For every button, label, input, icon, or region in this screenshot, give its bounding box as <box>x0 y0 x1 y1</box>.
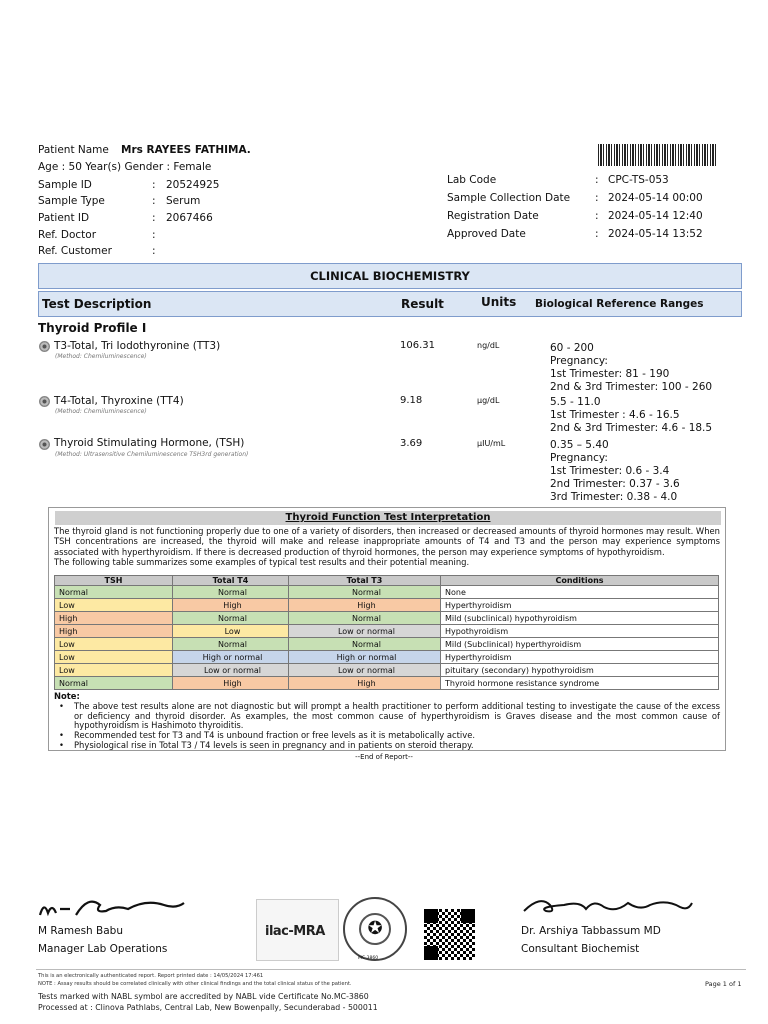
footer-processed: Processed at : Clinova Pathlabs, Central Lab, New Bowenpally, Secunderabad - 500011 <box>38 1003 378 1012</box>
registration-date-label: Registration Date <box>447 210 539 222</box>
cell-tsh: High <box>55 612 173 625</box>
cell-condition: Mild (subclinical) hypothyroidism <box>441 612 719 625</box>
nabl-bullet-icon <box>39 396 50 407</box>
footer-note: NOTE : Assay results should be correlated clinically with other clinical findings and the total clinical status of the patient. <box>38 981 352 987</box>
cell-t4: High or normal <box>173 651 289 664</box>
test-reference: 0.35 – 5.40 Pregnancy: 1st Trimester: 0.6 - 3.4 2nd Trimester: 0.37 - 3.6 3rd Trimester: 0.38 - 4.0 <box>550 439 680 503</box>
test-method: (Method: Chemiluminescence) <box>55 408 147 415</box>
notes-heading: Note: <box>54 691 80 701</box>
sample-type-sep: : <box>152 195 156 207</box>
signatory-right-name: Dr. Arshiya Tabbassum MD <box>521 925 661 937</box>
ref-doctor-sep: : <box>152 229 156 241</box>
test-method: (Method: Chemiluminescence) <box>55 353 147 360</box>
th-conditions: Conditions <box>441 576 719 586</box>
cell-t3: Normal <box>289 586 441 599</box>
table-row <box>55 638 719 651</box>
cell-condition: Hyperthyroidism <box>441 651 719 664</box>
collection-date-value: 2024-05-14 00:00 <box>608 192 703 204</box>
patient-name: Mrs RAYEES FATHIMA. <box>121 144 251 156</box>
cell-condition: Hypothyroidism <box>441 625 719 638</box>
notes-section <box>54 692 720 751</box>
department-title: CLINICAL BIOCHEMISTRY <box>310 269 470 283</box>
table-row <box>55 599 719 612</box>
ilac-mra-logo <box>256 899 339 961</box>
test-unit: ng/dL <box>477 341 500 350</box>
page-number: Page 1 of 1 <box>705 980 742 988</box>
profile-title: Thyroid Profile I <box>38 321 147 335</box>
patient-id-sep: : <box>152 212 156 224</box>
cell-tsh: High <box>55 625 173 638</box>
patient-name-label: Patient Name <box>38 144 109 156</box>
star-icon: ✪ <box>359 913 391 945</box>
col-reference-ranges: Biological Reference Ranges <box>535 298 704 310</box>
note-item: • Recommended test for T3 and T4 is unbound fraction or free levels as it is metabolically active. <box>54 731 720 741</box>
table-row <box>55 677 719 690</box>
ref-doctor-label: Ref. Doctor <box>38 229 97 241</box>
sample-type-label: Sample Type <box>38 195 105 207</box>
cell-condition: Thyroid hormone resistance syndrome <box>441 677 719 690</box>
signatory-right-title: Consultant Biochemist <box>521 943 640 955</box>
test-result: 3.69 <box>400 438 423 449</box>
test-reference: 5.5 - 11.0 1st Trimester : 4.6 - 16.5 2nd & 3rd Trimester: 4.6 - 18.5 <box>550 396 713 434</box>
cell-t3: High <box>289 599 441 612</box>
test-unit: µIU/mL <box>477 439 506 448</box>
sample-id-label: Sample ID <box>38 179 92 191</box>
cell-condition: Hyperthyroidism <box>441 599 719 612</box>
interpretation-title: Thyroid Function Test Interpretation <box>55 511 721 525</box>
cell-t3: High <box>289 677 441 690</box>
cell-condition: None <box>441 586 719 599</box>
test-name: Thyroid Stimulating Hormone, (TSH) <box>54 437 245 449</box>
sample-type-value: Serum <box>166 195 201 207</box>
interpretation-text <box>54 526 720 568</box>
cell-tsh: Normal <box>55 586 173 599</box>
end-of-report: --End of Report-- <box>355 753 413 761</box>
table-row <box>55 651 719 664</box>
th-tsh: TSH <box>55 576 173 586</box>
interpretation-paragraph: The thyroid gland is not functioning properly due to one of a variety of disorders, then increased or decreased amounts of thyroid hormones may result. When TSH concentrations are increased, the thyroid will make and release inappropriate amounts of T4 and T3 and the person may experience symptoms associated with hyperthyroidism. If there is decreased production of thyroid hormones, the person may experience symptoms of hypothyroidism. <box>54 526 720 557</box>
test-method: (Method: Ultrasensitive Chemiluminescence TSH3rd generation) <box>55 451 249 458</box>
qr-code <box>424 909 475 960</box>
sample-id-sep: : <box>152 179 156 191</box>
cell-t4: Low <box>173 625 289 638</box>
cell-t4: Low or normal <box>173 664 289 677</box>
signatory-left-title: Manager Lab Operations <box>38 943 168 955</box>
sample-id-value: 20524925 <box>166 179 220 191</box>
cell-tsh: Low <box>55 599 173 612</box>
test-reference: 60 - 200 Pregnancy: 1st Trimester: 81 - 190 2nd & 3rd Trimester: 100 - 260 <box>550 342 713 393</box>
cell-t3: Normal <box>289 612 441 625</box>
cell-t4: Normal <box>173 586 289 599</box>
interpretation-table <box>54 575 719 690</box>
table-row <box>55 586 719 599</box>
cell-t3: Normal <box>289 638 441 651</box>
registration-date-sep: : <box>595 210 599 222</box>
col-result: Result <box>401 297 444 311</box>
cell-t4: Normal <box>173 638 289 651</box>
cell-condition: pituitary (secondary) hypothyroidism <box>441 664 719 677</box>
cell-tsh: Normal <box>55 677 173 690</box>
ref-customer-sep: : <box>152 245 156 257</box>
cell-t3: Low or normal <box>289 625 441 638</box>
patient-id-value: 2067466 <box>166 212 213 224</box>
test-name: T3-Total, Tri Iodothyronine (TT3) <box>54 340 221 352</box>
note-item: • Physiological rise in Total T3 / T4 levels is seen in pregnancy and in patients on steroid therapy. <box>54 741 720 751</box>
patient-id-label: Patient ID <box>38 212 90 224</box>
nabl-bullet-icon <box>39 341 50 352</box>
cell-condition: Mild (Subclinical) hyperthyroidism <box>441 638 719 651</box>
cell-t3: High or normal <box>289 651 441 664</box>
cell-tsh: Low <box>55 638 173 651</box>
department-band <box>38 263 742 289</box>
approved-date-value: 2024-05-14 13:52 <box>608 228 703 240</box>
signature-right <box>520 891 696 921</box>
collection-date-label: Sample Collection Date <box>447 192 571 204</box>
test-unit: µg/dL <box>477 396 500 405</box>
table-row <box>55 612 719 625</box>
table-row <box>55 625 719 638</box>
lab-code-label: Lab Code <box>447 174 497 186</box>
cell-t4: High <box>173 677 289 690</box>
ilac-mra-text: ilac-MRA <box>265 924 325 939</box>
signatory-left-name: M Ramesh Babu <box>38 925 124 937</box>
footer-nabl: Tests marked with NABL symbol are accredited by NABL vide Certificate No.MC-3860 <box>38 992 369 1001</box>
cell-tsh: Low <box>55 664 173 677</box>
table-header-row <box>55 576 719 586</box>
cell-t4: High <box>173 599 289 612</box>
notes-list <box>54 702 720 751</box>
patient-age-gender: Age : 50 Year(s) Gender : Female <box>38 161 212 173</box>
interpretation-box <box>48 507 726 751</box>
cell-t3: Low or normal <box>289 664 441 677</box>
collection-date-sep: : <box>595 192 599 204</box>
nabl-bullet-icon <box>39 439 50 450</box>
lab-code-sep: : <box>595 174 599 186</box>
col-units: Units <box>481 295 517 309</box>
col-test-description: Test Description <box>42 297 152 311</box>
test-name: T4-Total, Thyroxine (TT4) <box>54 395 184 407</box>
registration-date-value: 2024-05-14 12:40 <box>608 210 703 222</box>
approved-date-label: Approved Date <box>447 228 526 240</box>
table-intro: The following table summarizes some examples of typical test results and their potential meaning. <box>54 557 470 568</box>
th-total-t3: Total T3 <box>289 576 441 586</box>
ref-customer-label: Ref. Customer <box>38 245 112 257</box>
footer-printed: This is an electronically authenticated report. Report printed date : 14/05/2024 17:461 <box>38 973 264 979</box>
th-total-t4: Total T4 <box>173 576 289 586</box>
test-result: 9.18 <box>400 395 423 406</box>
cell-t4: Normal <box>173 612 289 625</box>
barcode <box>598 144 716 166</box>
test-result: 106.31 <box>400 340 435 351</box>
note-item: • The above test results alone are not diagnostic but will prompt a health practitioner to perform additional testing to investigate the cause of the excess or deficiency and thyroid disorder. As examples, the most common cause of hyperthyroidism is Graves disease and the most common cause of hypothyroidism is Hashimoto thyroiditis. <box>54 702 720 731</box>
nabl-seal-logo <box>343 897 407 961</box>
lab-code-value: CPC-TS-053 <box>608 174 669 186</box>
footer-rule <box>36 969 746 970</box>
column-header-band <box>38 291 742 317</box>
cell-tsh: Low <box>55 651 173 664</box>
table-row <box>55 664 719 677</box>
nabl-cert-number: MC-3860 <box>358 956 379 961</box>
approved-date-sep: : <box>595 228 599 240</box>
signature-left <box>36 893 188 923</box>
